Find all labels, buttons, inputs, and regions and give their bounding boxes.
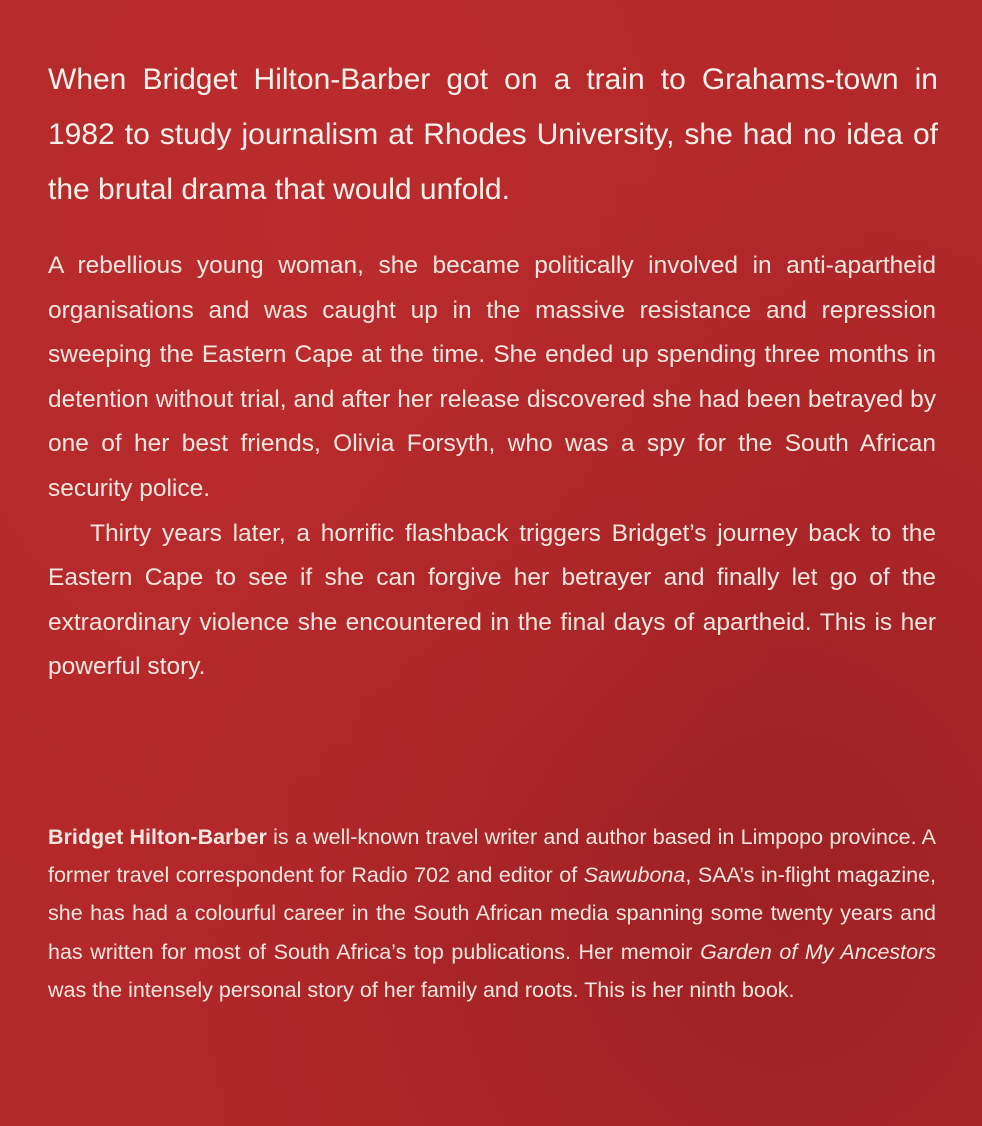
bio-text-3: was the intensely personal story of her family and roots. This is her ninth book. bbox=[48, 977, 795, 1002]
magazine-title: Sawubona bbox=[583, 863, 686, 888]
author-bio bbox=[48, 818, 936, 1009]
bio-text-1: is a well-known travel writer and author based in Limpopo province. A former travel correspondent for Radio 702 and editor of bbox=[48, 825, 937, 888]
synopsis-paragraph-1: A rebellious young woman, she became politically involved in anti-apartheid organisations and was caught up in the massive resistance and repression sweeping the Eastern Cape at the time. She ended up spending three months in detention without trial, and after her release discovered she had been betrayed by one of her best friends, Olivia Forsyth, who was a spy for the South African security police. bbox=[48, 252, 936, 502]
synopsis bbox=[48, 244, 936, 690]
synopsis-paragraph-2: Thirty years later, a horrific flashback triggers Bridget’s journey back to the Eastern Cape to see if she can forgive her betrayer and finally let go of the extraordinary violence she encountered in the final days of apartheid. This is her powerful story. bbox=[48, 519, 936, 681]
memoir-title: Garden of My Ancestors bbox=[700, 939, 936, 964]
author-name: Bridget Hilton-Barber bbox=[48, 825, 267, 849]
lede-paragraph: When Bridget Hilton-Barber got on a train to Grahams-town in 1982 to study journalism at Rhodes University, she had no idea of the brutal drama that would unfold. bbox=[48, 63, 938, 206]
bio-text-2: , SAA’s in-flight magazine, she has had a colourful career in the South African media spanning some twenty years and has written for most of South Africa’s top publications. Her memoir bbox=[48, 863, 937, 964]
